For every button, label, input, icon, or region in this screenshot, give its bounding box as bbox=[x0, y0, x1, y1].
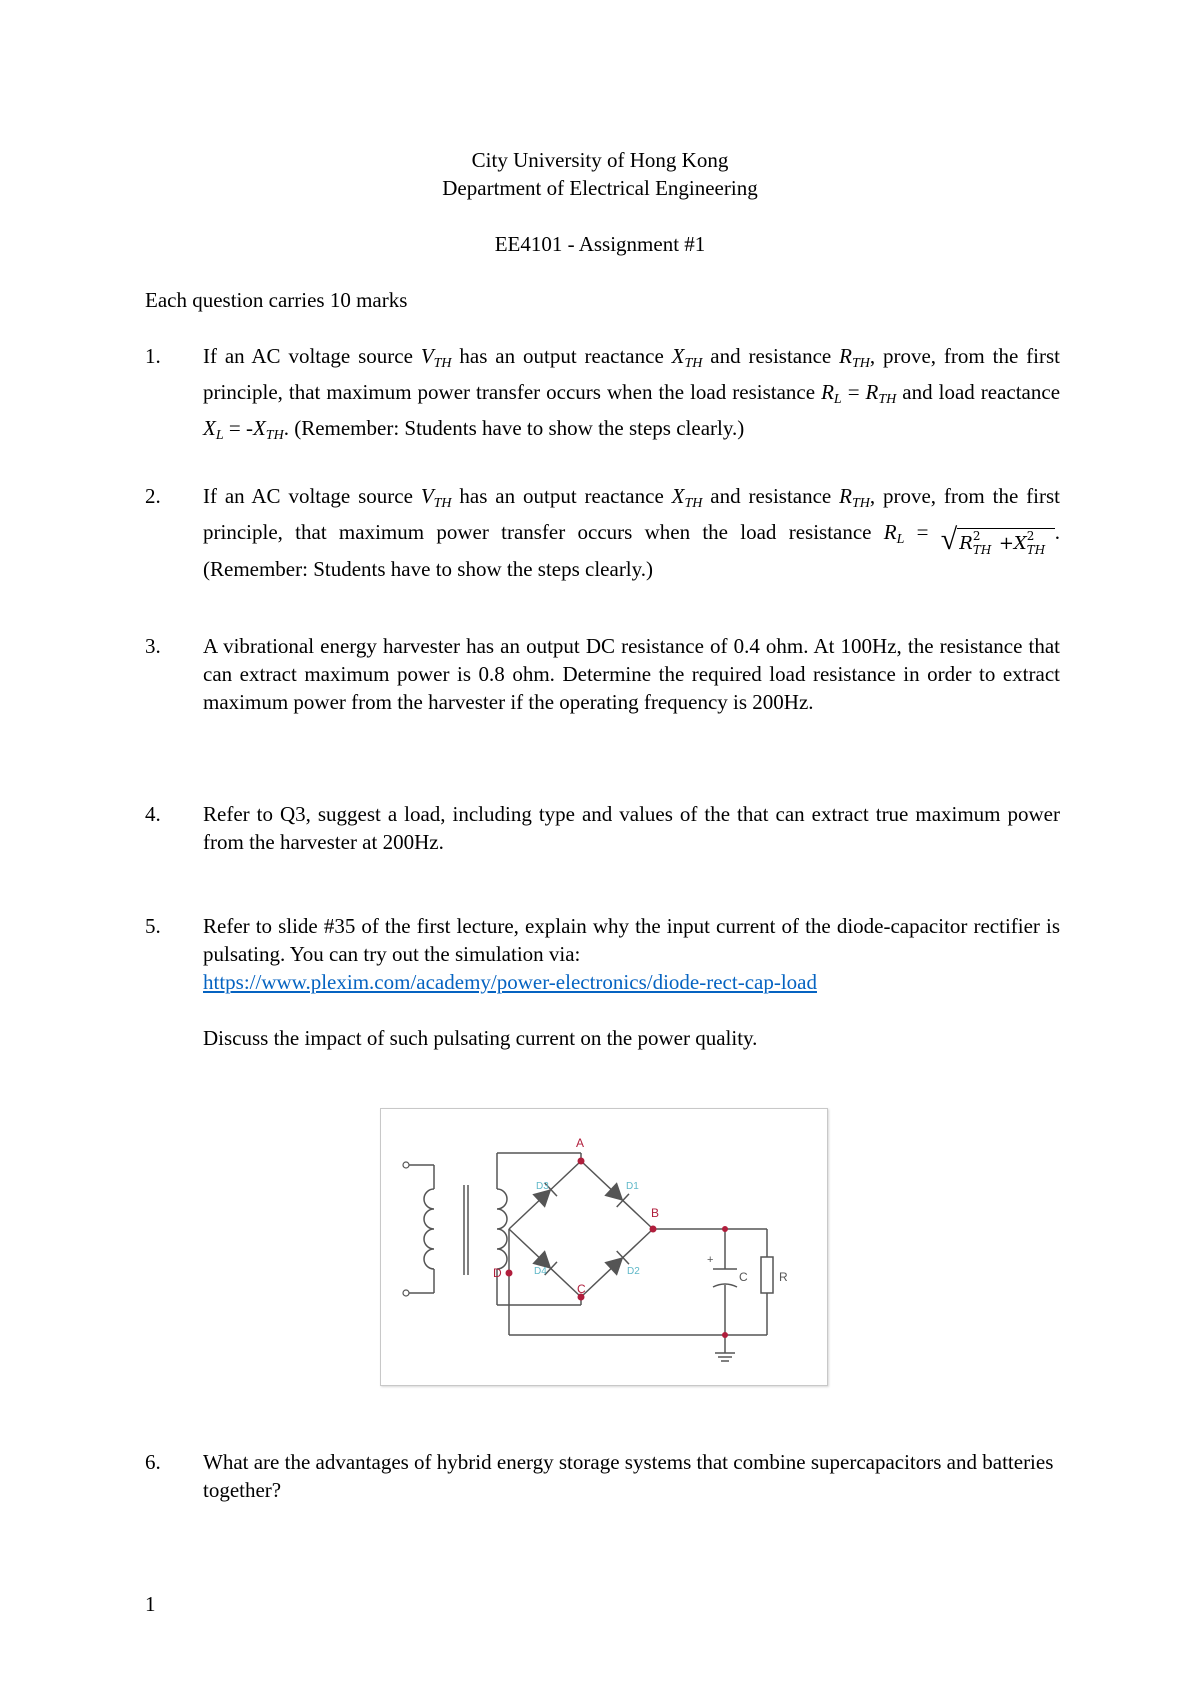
rectifier-circuit-figure bbox=[380, 1108, 828, 1386]
page-number: 1 bbox=[145, 1592, 156, 1616]
assignment-title: EE4101 - Assignment #1 bbox=[494, 232, 706, 256]
question-text: What are the advantages of hybrid energy storage systems that combine supercapacitors and batteries together? bbox=[203, 1450, 1054, 1502]
question-1 bbox=[145, 342, 1060, 450]
question-5 bbox=[145, 912, 1060, 1052]
input-terminal bbox=[403, 1162, 409, 1168]
label-plus: + bbox=[707, 1254, 714, 1266]
node-d bbox=[506, 1270, 513, 1277]
department-name: Department of Electrical Engineering bbox=[442, 176, 758, 200]
label-resistor: R bbox=[779, 1270, 788, 1284]
junction-top bbox=[722, 1226, 728, 1232]
node-a bbox=[578, 1158, 585, 1165]
primary-winding bbox=[424, 1189, 434, 1269]
university-name: City University of Hong Kong bbox=[471, 148, 729, 172]
label-d1: D1 bbox=[626, 1181, 639, 1192]
label-b: B bbox=[651, 1206, 660, 1220]
label-c: C bbox=[577, 1282, 586, 1296]
question-number: 6. bbox=[145, 1450, 161, 1474]
question-3 bbox=[145, 632, 1060, 716]
question-2 bbox=[145, 482, 1060, 583]
junction-bottom bbox=[722, 1332, 728, 1338]
secondary-winding bbox=[497, 1189, 507, 1269]
question-4 bbox=[145, 800, 1060, 856]
marks-note: Each question carries 10 marks bbox=[145, 288, 408, 312]
question-text: Refer to slide #35 of the first lecture, explain why the input current of the diode-capacitor rectifier is pulsating. You can try out the simulation via: https://www.plexim.com/academy/power-electronics/diode-rect-cap-load Discuss the impact of such pulsating current on the power quality. bbox=[203, 914, 1060, 1050]
label-d4: D4 bbox=[534, 1266, 547, 1277]
question-number: 3. bbox=[145, 634, 161, 658]
question-text: A vibrational energy harvester has an output DC resistance of 0.4 ohm. At 100Hz, the resistance that can extract maximum power is 0.8 ohm. Determine the required load resistance in order to extract maximum power from the harvester if the operating frequency is 200Hz. bbox=[203, 634, 1060, 714]
label-d: D bbox=[493, 1266, 502, 1280]
question-text: If an AC voltage source $V_{TH}$ has an output reactance $X_{TH}$ and resistance $R_{TH}$, prove, from the first principle, that maximum power transfer occurs when the load resistance $R_L$ = √ R 2 TH +X 2 TH . (Remember: Students have to show the steps clearly.) bbox=[203, 484, 1060, 581]
node-b bbox=[650, 1226, 657, 1233]
sqrt-formula: √ R 2 TH +X 2 TH bbox=[941, 525, 1055, 555]
label-a: A bbox=[576, 1136, 585, 1150]
simulation-link[interactable]: https://www.plexim.com/academy/power-electronics/diode-rect-cap-load bbox=[203, 970, 817, 994]
input-terminal bbox=[403, 1290, 409, 1296]
discuss-text: Discuss the impact of such pulsating current on the power quality. bbox=[203, 1026, 758, 1050]
label-d3: D3 bbox=[536, 1181, 549, 1192]
question-number: 2. bbox=[145, 484, 161, 508]
question-text: Refer to Q3, suggest a load, including type and values of the that can extract true maximum power from the harvester at 200Hz. bbox=[203, 802, 1060, 854]
question-number: 1. bbox=[145, 344, 161, 368]
question-number: 4. bbox=[145, 802, 161, 826]
circuit-diagram bbox=[381, 1109, 827, 1385]
question-6 bbox=[145, 1448, 1060, 1504]
label-capacitor: C bbox=[739, 1270, 748, 1284]
question-number: 5. bbox=[145, 914, 161, 938]
question-text: If an AC voltage source $V_{TH}$ has an output reactance $X_{TH}$ and resistance $R_{TH}$, prove, from the first principle, that maximum power transfer occurs when the load resistance $R_L = R_{TH}$ and load reactance $X_L = -X_{TH}$. (Remember: Students have to show the steps clearly.) bbox=[203, 344, 1061, 443]
label-d2: D2 bbox=[627, 1266, 640, 1277]
